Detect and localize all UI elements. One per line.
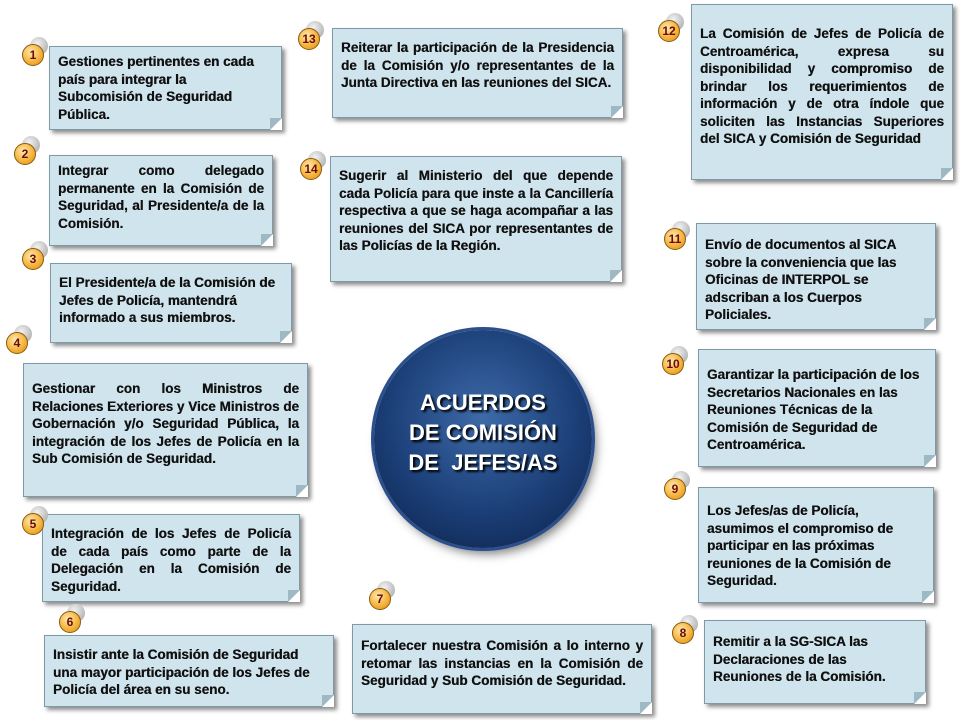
badge-number: 7: [369, 588, 391, 610]
badge-14: [300, 158, 322, 180]
badge-number: 1: [22, 44, 44, 66]
note-7: [352, 624, 652, 714]
note-text: Garantizar la participación de los Secretarios Nacionales en las Reuniones Técnicas de la Comisión de Seguridad de Centroamérica.: [707, 367, 920, 452]
center-title: [374, 388, 592, 478]
note-text: Fortalecer nuestra Comisión a lo interno y retomar las instancias en la Comisión de Seguridad y Sub Comisión de Seguridad.: [361, 638, 643, 688]
badge-3: [22, 248, 44, 270]
note-text: Gestiones pertinentes en cada país para integrar la Subcomisión de Seguridad Pública.: [58, 54, 254, 122]
center-title-line-3: DE JEFES/AS: [408, 450, 558, 475]
note-6: [44, 635, 334, 707]
note-5: [42, 514, 300, 602]
badge-number: 14: [300, 158, 322, 180]
badge-2: [14, 143, 36, 165]
note-13: [332, 28, 623, 118]
badge-number: 8: [672, 622, 694, 644]
note-11: [696, 223, 936, 330]
badge-number: 10: [662, 353, 684, 375]
note-10: [698, 349, 936, 467]
badge-5: [22, 513, 44, 535]
note-text: Sugerir al Ministerio del que depende cada Policía para que inste a la Cancillería respectiva a que se haga acompañar a las reuniones del SICA por representantes de las Policías de la Región.: [339, 168, 613, 253]
note-2: [49, 155, 273, 246]
note-text: El Presidente/a de la Comisión de Jefes de Policía, mantendrá informado a sus miembros.: [59, 275, 276, 325]
badge-9: [664, 478, 686, 500]
note-9: [698, 487, 934, 603]
center-title-line-1: ACUERDOS: [420, 390, 546, 415]
note-text: Remitir a la SG-SICA las Declaraciones de las Reuniones de la Comisión.: [713, 634, 886, 684]
note-8: [704, 620, 926, 704]
badge-number: 3: [22, 248, 44, 270]
badge-1: [22, 44, 44, 66]
center-title-line-2: DE COMISIÓN: [409, 420, 557, 445]
badge-number: 6: [59, 611, 81, 633]
note-4: [23, 363, 308, 497]
note-text: Integrar como delegado permanente en la Comisión de Seguridad, al Presidente/a de la Comisión.: [58, 163, 264, 231]
note-text: Integración de los Jefes de Policía de cada país como parte de la Delegación en la Comisión de Seguridad.: [51, 526, 291, 594]
badge-number: 12: [658, 20, 680, 42]
note-3: [50, 263, 292, 343]
badge-10: [662, 353, 684, 375]
note-12: [691, 4, 953, 180]
note-text: Reiterar la participación de la Presidencia de la Comisión y/o representantes de la Junta Directiva en las reuniones del SICA.: [341, 40, 614, 90]
badge-number: 4: [6, 332, 28, 354]
badge-6: [59, 611, 81, 633]
badge-8: [672, 622, 694, 644]
badge-13: [298, 28, 320, 50]
badge-number: 9: [664, 478, 686, 500]
note-text: Insistir ante la Comisión de Seguridad una mayor participación de los Jefes de Policía del área en su seno.: [53, 647, 310, 697]
badge-11: [664, 228, 686, 250]
note-text: Los Jefes/as de Policía, asumimos el compromiso de participar en las próximas reuniones de la Comisión de Seguridad.: [707, 503, 894, 588]
badge-7: [369, 588, 391, 610]
badge-number: 11: [664, 228, 686, 250]
note-text: Gestionar con los Ministros de Relaciones Exteriores y Vice Ministros de Gobernación y/o Seguridad Pública, la integración de los Jefes de Policía en la Sub Comisión de Seguridad.: [32, 381, 299, 466]
note-text: La Comisión de Jefes de Policía de Centroamérica, expresa su disponibilidad y compromiso de brindar los requerimientos de información y de otra índole que soliciten las Instancias Superiores del SICA y Comisión de Seguridad: [700, 26, 944, 146]
badge-12: [658, 20, 680, 42]
note-text: Envío de documentos al SICA sobre la conveniencia que las Oficinas de INTERPOL se adscriban a los Cuerpos Policiales.: [705, 237, 897, 322]
badge-number: 2: [14, 143, 36, 165]
note-1: [49, 46, 282, 130]
note-14: [330, 156, 622, 282]
badge-4: [6, 332, 28, 354]
badge-number: 5: [22, 513, 44, 535]
badge-number: 13: [298, 28, 320, 50]
